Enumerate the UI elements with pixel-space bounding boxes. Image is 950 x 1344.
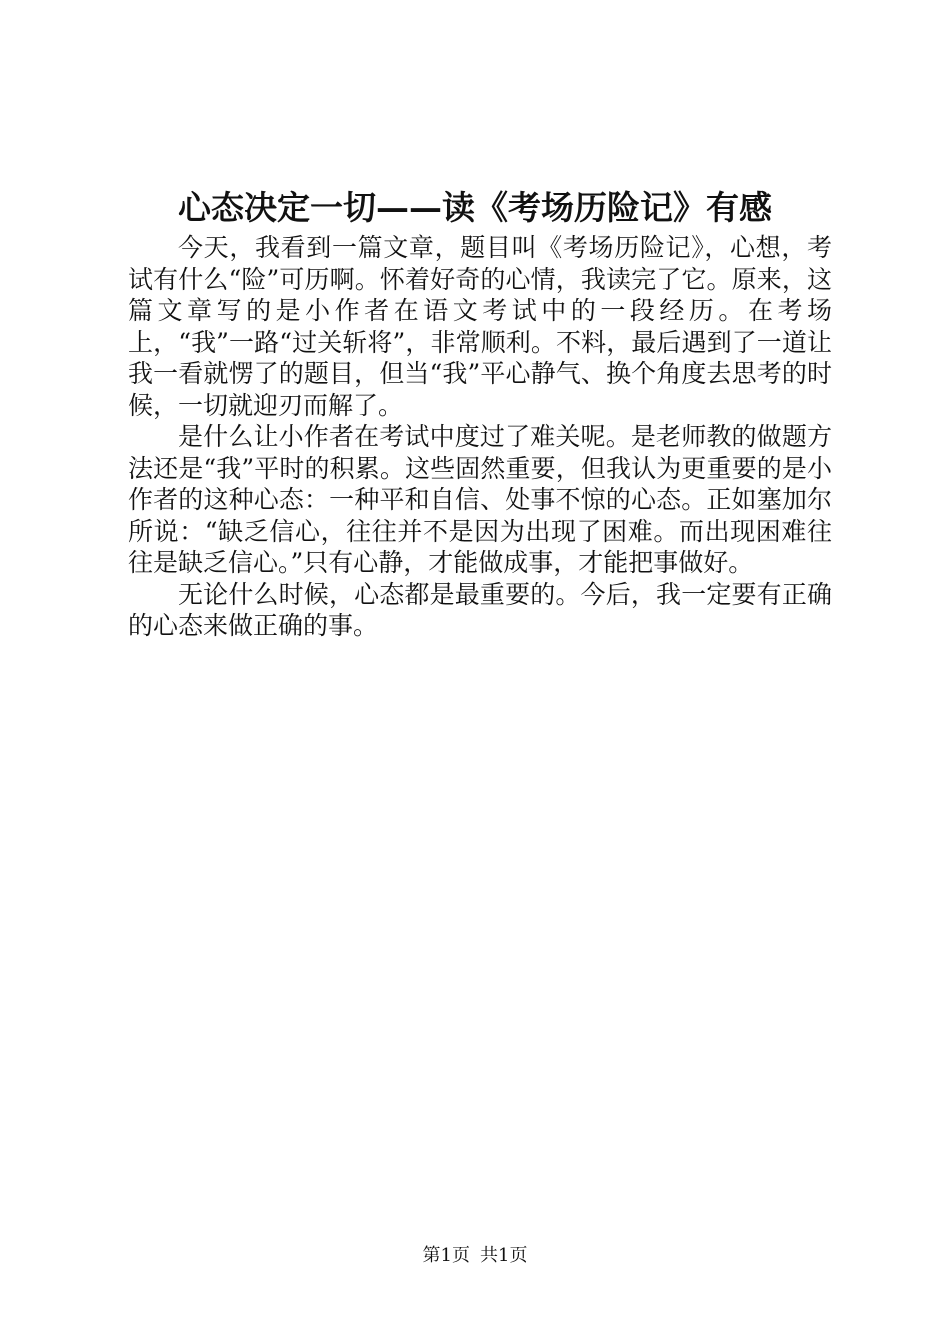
page-total: 共1页 xyxy=(480,1245,528,1266)
document-body xyxy=(128,232,832,642)
page-number: 第1页 xyxy=(422,1245,470,1266)
paragraph-2: 是什么让小作者在考试中度过了难关呢。是老师教的做题方法还是“我”平时的积累。这些固然重要，但我认为更重要的是小作者的这种心态：一种平和自信、处事不惊的心态。正如塞加尔所说：“缺乏信心，往往并不是因为出现了困难。而出现困难往往是缺乏信心。”只有心静，才能做成事，才能把事做好。 xyxy=(128,422,832,577)
document-title: 心态决定一切——读《考场历险记》有感 xyxy=(178,188,772,227)
paragraph-1: 今天，我看到一篇文章，题目叫《考场历险记》，心想，考试有什么“险”可历啊。怀着好奇的心情，我读完了它。原来，这篇文章写的是小作者在语文考试中的一段经历。在考场上，“我”一路“过关斩将”，非常顺利。不料，最后遇到了一道让我一看就愣了的题目，但当“我”平心静气、换个角度去思考的时候，一切就迎刃而解了。 xyxy=(128,233,832,420)
paragraph-3: 无论什么时候，心态都是最重要的。今后，我一定要有正确的心态来做正确的事。 xyxy=(128,579,832,640)
page-footer xyxy=(0,1245,950,1267)
